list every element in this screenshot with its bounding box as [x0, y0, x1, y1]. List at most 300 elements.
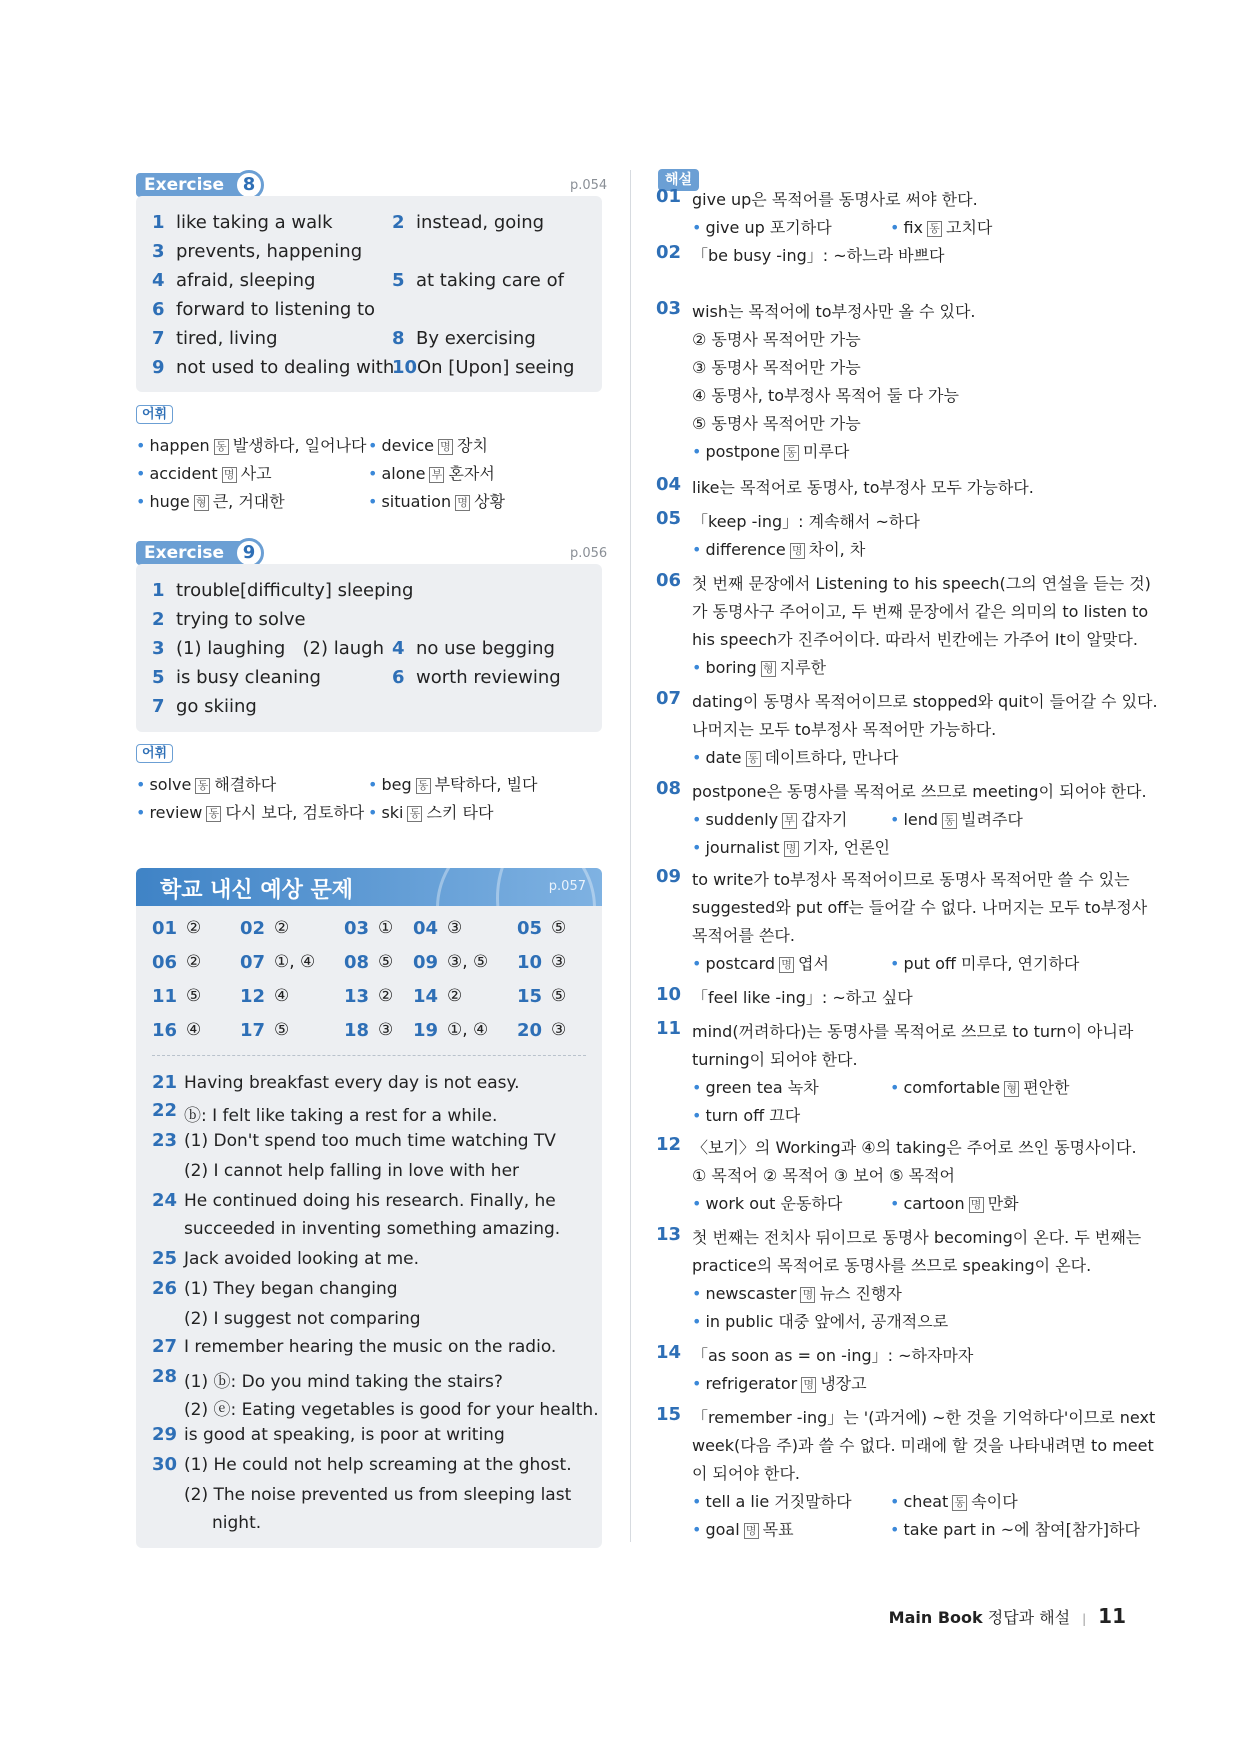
bullet-dot: • — [692, 218, 702, 237]
bullet-dot: • — [136, 492, 146, 511]
explanation-number: 14 — [656, 1342, 682, 1363]
vocab-word: comfortable — [903, 1078, 1001, 1097]
vocab-word: in public — [705, 1312, 774, 1331]
explanation-text: 〈보기〉의 Working과 ④의 taking은 주어로 쓰인 동명사이다. — [692, 1138, 1137, 1157]
long-answer-text: (2) I suggest not comparing — [184, 1309, 421, 1329]
question-number: 05 — [517, 918, 543, 939]
explanation-text: 「remember -ing」는 '(과거에) ~한 것을 기억하다'이므로 next — [692, 1408, 1156, 1427]
question-number: 29 — [152, 1424, 178, 1445]
vocab-meaning: 다시 보다, 검토하다 — [225, 803, 365, 822]
vocab-meaning: ~에 참여[참가]하다 — [1000, 1520, 1140, 1539]
explanation-number: 04 — [656, 474, 682, 495]
explanation-text: ① 목적어 ② 목적어 ③ 보어 ⑤ 목적어 — [692, 1166, 955, 1185]
answer-text: trying to solve — [176, 609, 306, 630]
explanation-text: 이 되어야 한다. — [692, 1464, 800, 1483]
explanation-text: suggested와 put off는 들어갈 수 없다. 나머지는 모두 to부정사 — [692, 898, 1148, 917]
vocab-item — [136, 800, 364, 823]
vocab-meaning: 녹차 — [787, 1078, 819, 1097]
explanation-number: 07 — [656, 688, 682, 709]
explanation-number: 01 — [656, 186, 682, 207]
vocab-word: work out — [705, 1194, 776, 1213]
vocab-item — [136, 489, 285, 512]
question-number: 13 — [344, 986, 370, 1007]
vocab-item — [692, 1309, 948, 1332]
footer-separator: | — [1082, 1612, 1087, 1626]
part-of-speech-badge: 명 — [455, 495, 470, 511]
explanation-text: ③ 동명사 목적어만 가능 — [692, 358, 861, 377]
bullet-dot: • — [692, 748, 702, 767]
part-of-speech-badge: 명 — [222, 467, 237, 483]
page-reference: p.057 — [548, 879, 586, 894]
question-number: 14 — [413, 986, 439, 1007]
vocab-item — [692, 807, 848, 830]
vocab-word: solve — [149, 775, 192, 794]
explanation-number: 06 — [656, 570, 682, 591]
bullet-dot: • — [368, 803, 378, 822]
bullet-dot: • — [368, 436, 378, 455]
page-reference: p.054 — [570, 178, 608, 193]
explanation-tag: 해설 — [658, 169, 699, 191]
answer-text: forward to listening to — [176, 299, 376, 320]
vocab-meaning: 스키 타다 — [426, 803, 494, 822]
vocab-item — [136, 772, 276, 795]
answer-text: go skiing — [176, 696, 257, 717]
explanation-text: 목적어를 쓴다. — [692, 926, 795, 945]
long-answer-text: (2) The noise prevented us from sleeping last — [184, 1485, 572, 1505]
vocab-word: ski — [381, 803, 404, 822]
exercise-number: 8 — [234, 170, 264, 200]
explanation-text: give up은 목적어를 동명사로 써야 한다. — [692, 190, 978, 209]
long-answer-text: (1) He could not help screaming at the ghost. — [184, 1455, 572, 1475]
part-of-speech-badge: 동 — [942, 813, 957, 829]
question-answer: ④ — [186, 1020, 202, 1040]
vocab-meaning: 차이, 차 — [808, 540, 866, 559]
explanation-text: postpone은 동명사를 목적어로 쓰므로 meeting이 되어야 한다. — [692, 782, 1147, 801]
answer-number: 5 — [392, 270, 405, 291]
vocab-meaning: 뉴스 진행자 — [819, 1284, 902, 1303]
explanation-text: ⑤ 동명사 목적어만 가능 — [692, 414, 861, 433]
vocab-word: alone — [381, 464, 426, 483]
question-answer: ③ — [447, 918, 463, 938]
part-of-speech-badge: 명 — [969, 1197, 984, 1213]
vocab-item — [890, 951, 1079, 974]
vocab-item — [368, 800, 493, 823]
question-answer: ④ — [274, 986, 290, 1006]
question-number: 21 — [152, 1072, 178, 1093]
question-answer: ① — [378, 918, 394, 938]
question-number: 25 — [152, 1248, 178, 1269]
footer-book: Main Book — [888, 1608, 983, 1627]
answer-text: tired, living — [176, 328, 278, 349]
question-number: 27 — [152, 1336, 178, 1357]
question-number: 30 — [152, 1454, 178, 1475]
question-answer: ③ — [551, 1020, 567, 1040]
question-answer: ①, ④ — [274, 952, 316, 972]
vocab-meaning: 갑자기 — [801, 810, 848, 829]
explanation-text: 나머지는 모두 to부정사 목적어만 가능하다. — [692, 720, 997, 739]
exercise-9-tag — [136, 541, 256, 565]
explanation-number: 13 — [656, 1224, 682, 1245]
vocab-item — [136, 433, 367, 456]
bullet-dot: • — [692, 1284, 702, 1303]
answer-text: not used to dealing with — [176, 357, 395, 378]
vocab-word: goal — [705, 1520, 740, 1539]
question-number: 09 — [413, 952, 439, 973]
vocab-meaning: 지루한 — [779, 658, 827, 677]
vocab-item — [692, 1517, 794, 1540]
bullet-dot: • — [692, 540, 702, 559]
part-of-speech-badge: 형 — [194, 495, 209, 511]
vocab-meaning: 냉장고 — [820, 1374, 867, 1393]
answer-number: 2 — [152, 609, 165, 630]
part-of-speech-badge: 동 — [746, 751, 761, 767]
explanation-text: to write가 to부정사 목적어이므로 동명사 목적어만 쓸 수 있는 — [692, 870, 1130, 889]
question-answer: ② — [274, 918, 290, 938]
question-answer: ② — [378, 986, 394, 1006]
vocab-word: accident — [149, 464, 218, 483]
vocab-item — [692, 655, 826, 678]
question-number: 16 — [152, 1020, 178, 1041]
question-number: 12 — [240, 986, 266, 1007]
explanation-text: week(다음 주)과 쓸 수 없다. 미래에 할 것을 나타내려면 to meet — [692, 1436, 1154, 1455]
answer-number: 8 — [392, 328, 405, 349]
explanation-number: 15 — [656, 1404, 682, 1425]
part-of-speech-badge: 명 — [779, 957, 794, 973]
vocab-word: difference — [705, 540, 786, 559]
explanation-number: 05 — [656, 508, 682, 529]
vocab-item — [890, 215, 992, 238]
answer-number: 10 — [392, 357, 418, 378]
exercise-label: Exercise — [136, 173, 250, 197]
vocab-meaning: 빌려주다 — [961, 810, 1023, 829]
question-number: 24 — [152, 1190, 178, 1211]
question-number: 15 — [517, 986, 543, 1007]
explanation-text: turning이 되어야 한다. — [692, 1050, 858, 1069]
part-of-speech-badge: 동 — [927, 221, 942, 237]
vocab-item — [692, 439, 849, 462]
vocab-meaning: 데이트하다, 만나다 — [764, 748, 899, 767]
question-number: 28 — [152, 1366, 178, 1387]
bullet-dot: • — [692, 810, 702, 829]
explanation-text: 가 동명사구 주어이고, 두 번째 문장에서 같은 의미의 to listen to — [692, 602, 1149, 621]
answer-text: afraid, sleeping — [176, 270, 316, 291]
explanation-number: 08 — [656, 778, 682, 799]
question-answer: ② — [447, 986, 463, 1006]
vocab-item — [136, 461, 272, 484]
explanation-text: ④ 동명사, to부정사 목적어 둘 다 가능 — [692, 386, 959, 405]
vocab-meaning: 편안한 — [1023, 1078, 1070, 1097]
long-answer-text: (2) I cannot help falling in love with her — [184, 1161, 520, 1181]
vocab-word: date — [705, 748, 742, 767]
question-number: 06 — [152, 952, 178, 973]
bullet-dot: • — [692, 1520, 702, 1539]
vocab-item — [890, 1489, 1018, 1512]
vocab-item — [368, 433, 488, 456]
explanation-text: ② 동명사 목적어만 가능 — [692, 330, 861, 349]
vocab-meaning: 부탁하다, 빌다 — [434, 775, 538, 794]
exercise-number: 9 — [234, 538, 264, 568]
answer-text: like taking a walk — [176, 212, 333, 233]
long-answer-text: (1) ⓑ: Do you mind taking the stairs? — [184, 1372, 503, 1392]
vocab-word: fix — [903, 218, 923, 237]
bullet-dot: • — [692, 838, 702, 857]
bullet-dot: • — [136, 464, 146, 483]
vocab-meaning: 엽서 — [798, 954, 829, 973]
question-answer: ⑤ — [274, 1020, 290, 1040]
vocab-meaning: 사고 — [240, 464, 272, 483]
question-number: 04 — [413, 918, 439, 939]
bullet-dot: • — [692, 442, 702, 461]
explanation-text: wish는 목적어에 to부정사만 올 수 있다. — [692, 302, 976, 321]
vocab-meaning: 포기하다 — [769, 218, 832, 237]
explanation-text: dating이 동명사 목적어이므로 stopped와 quit이 들어갈 수 있다. — [692, 692, 1158, 711]
explanation-text: his speech가 진주어이다. 따라서 빈칸에는 가주어 It이 알맞다. — [692, 630, 1138, 649]
answer-number: 4 — [152, 270, 165, 291]
vocab-meaning: 만화 — [987, 1194, 1019, 1213]
bullet-dot: • — [692, 1312, 702, 1331]
vocab-meaning: 혼자서 — [448, 464, 495, 483]
vocab-meaning: 큰, 거대한 — [212, 492, 285, 511]
explanation-number: 10 — [656, 984, 682, 1005]
part-of-speech-badge: 동 — [206, 806, 221, 822]
question-answer: ③, ⑤ — [447, 952, 489, 972]
vocab-item — [692, 537, 865, 560]
vocab-item — [368, 461, 495, 484]
vocab-word: lend — [903, 810, 939, 829]
question-answer: ⑤ — [186, 986, 202, 1006]
vocab-word: postcard — [705, 954, 776, 973]
bullet-dot: • — [890, 954, 900, 973]
page-number: 11 — [1098, 1604, 1126, 1628]
part-of-speech-badge: 명 — [438, 439, 453, 455]
vocab-item — [692, 835, 890, 858]
vocab-word: review — [149, 803, 203, 822]
bullet-dot: • — [136, 803, 146, 822]
part-of-speech-badge: 동 — [784, 445, 799, 461]
answer-text: instead, going — [416, 212, 545, 233]
explanation-number: 02 — [656, 242, 682, 263]
vocab-word: take part in — [903, 1520, 996, 1539]
explanation-number: 11 — [656, 1018, 682, 1039]
question-number: 08 — [344, 952, 370, 973]
question-answer: ③ — [378, 1020, 394, 1040]
explanation-text: 「as soon as = on -ing」: ~하자마자 — [692, 1346, 974, 1365]
explanation-number: 09 — [656, 866, 682, 887]
question-number: 17 — [240, 1020, 266, 1041]
bullet-dot: • — [692, 1492, 702, 1511]
question-number: 18 — [344, 1020, 370, 1041]
bullet-dot: • — [136, 436, 146, 455]
bullet-dot: • — [692, 954, 702, 973]
vocab-item — [692, 215, 832, 238]
long-answer-text: ⓑ: I felt like taking a rest for a while. — [184, 1106, 498, 1126]
bullet-dot: • — [692, 658, 702, 677]
vocab-item — [692, 745, 898, 768]
vocab-item — [368, 772, 538, 795]
bullet-dot: • — [692, 1078, 702, 1097]
vocab-word: boring — [705, 658, 757, 677]
vocab-word: journalist — [705, 838, 780, 857]
vocab-item — [368, 489, 505, 512]
part-of-speech-badge: 명 — [801, 1377, 816, 1393]
explanation-text: 「feel like -ing」: ~하고 싶다 — [692, 988, 913, 1007]
question-number: 02 — [240, 918, 266, 939]
part-of-speech-badge: 형 — [761, 661, 776, 677]
bullet-dot: • — [368, 464, 378, 483]
long-answer-text: night. — [212, 1513, 262, 1533]
answer-text: no use begging — [416, 638, 555, 659]
bullet-dot: • — [890, 1520, 900, 1539]
vocab-item — [890, 1191, 1019, 1214]
exercise-8-tag — [136, 173, 256, 197]
part-of-speech-badge: 부 — [429, 467, 444, 483]
school-exam-title — [160, 873, 353, 904]
vocab-meaning: 거짓말하다 — [774, 1492, 852, 1511]
answer-number: 6 — [152, 299, 165, 320]
vocab-meaning: 미루다, 연기하다 — [961, 954, 1080, 973]
answer-text: trouble[difficulty] sleeping — [176, 580, 414, 601]
vocab-item — [890, 1517, 1140, 1540]
explanation-text: like는 목적어로 동명사, to부정사 모두 가능하다. — [692, 478, 1034, 497]
vocab-word: put off — [903, 954, 956, 973]
answer-number: 6 — [392, 667, 405, 688]
vocab-meaning: 발생하다, 일어나다 — [232, 436, 367, 455]
vocab-word: newscaster — [705, 1284, 797, 1303]
bullet-dot: • — [692, 1374, 702, 1393]
vocab-word: beg — [381, 775, 412, 794]
bullet-dot: • — [890, 1194, 900, 1213]
question-answer: ② — [186, 952, 202, 972]
vocab-word: device — [381, 436, 434, 455]
bullet-dot: • — [368, 492, 378, 511]
question-answer: ② — [186, 918, 202, 938]
part-of-speech-badge: 명 — [800, 1287, 815, 1303]
long-answer-text: (1) They began changing — [184, 1279, 398, 1299]
vocab-word: cheat — [903, 1492, 949, 1511]
answer-text: prevents, happening — [176, 241, 363, 262]
vocab-tag: 어휘 — [136, 744, 173, 763]
column-divider — [630, 170, 631, 1542]
answer-number: 2 — [392, 212, 405, 233]
vocab-meaning: 장치 — [457, 436, 488, 455]
part-of-speech-badge: 부 — [782, 813, 797, 829]
part-of-speech-badge: 형 — [1004, 1081, 1019, 1097]
vocab-word: give up — [705, 218, 765, 237]
part-of-speech-badge: 동 — [407, 806, 422, 822]
dashed-divider — [152, 1055, 586, 1056]
exercise-label: Exercise — [136, 541, 250, 565]
question-number: 22 — [152, 1100, 178, 1121]
bullet-dot: • — [692, 1106, 702, 1125]
vocab-meaning: 운동하다 — [780, 1194, 843, 1213]
vocab-meaning: 고치다 — [945, 218, 993, 237]
question-number: 26 — [152, 1278, 178, 1299]
answer-text: is busy cleaning — [176, 667, 321, 688]
vocab-item — [692, 1371, 867, 1394]
answer-number: 1 — [152, 580, 165, 601]
bullet-dot: • — [136, 775, 146, 794]
vocab-meaning: 상황 — [474, 492, 506, 511]
question-answer: ⑤ — [378, 952, 394, 972]
vocab-item — [692, 951, 829, 974]
question-number: 23 — [152, 1130, 178, 1151]
answer-text: On [Upon] seeing — [417, 357, 575, 378]
long-answer-text: Having breakfast every day is not easy. — [184, 1073, 520, 1093]
question-number: 20 — [517, 1020, 543, 1041]
vocab-word: suddenly — [705, 810, 779, 829]
question-number: 07 — [240, 952, 266, 973]
bullet-dot: • — [890, 218, 900, 237]
part-of-speech-badge: 명 — [784, 841, 799, 857]
answer-number: 5 — [152, 667, 165, 688]
explanation-text: mind(꺼려하다)는 동명사를 목적어로 쓰므로 to turn이 아니라 — [692, 1022, 1134, 1041]
explanation-text: 첫 번째는 전치사 뒤이므로 동명사 becoming이 온다. 두 번째는 — [692, 1228, 1142, 1247]
explanation-text: 「be busy -ing」: ~하느라 바쁘다 — [692, 246, 945, 265]
part-of-speech-badge: 동 — [214, 439, 229, 455]
bullet-dot: • — [890, 1078, 900, 1097]
vocab-tag: 어휘 — [136, 405, 173, 424]
question-answer: ⑤ — [551, 986, 567, 1006]
bullet-dot: • — [890, 810, 900, 829]
question-answer: ③ — [551, 952, 567, 972]
question-number: 19 — [413, 1020, 439, 1041]
long-answer-text: is good at speaking, is poor at writing — [184, 1425, 505, 1445]
answer-number: 3 — [152, 241, 165, 262]
vocab-word: postpone — [705, 442, 780, 461]
vocab-meaning: 대중 앞에서, 공개적으로 — [778, 1312, 949, 1331]
answer-text: at taking care of — [416, 270, 564, 291]
question-number: 11 — [152, 986, 178, 1007]
vocab-item — [692, 1191, 842, 1214]
long-answer-text: succeeded in inventing something amazing. — [184, 1219, 561, 1239]
page-footer — [889, 1604, 1126, 1628]
answer-number: 3 — [152, 638, 165, 659]
explanation-number: 12 — [656, 1134, 682, 1155]
vocab-word: situation — [381, 492, 452, 511]
answer-number: 9 — [152, 357, 165, 378]
part-of-speech-badge: 동 — [195, 778, 210, 794]
explanation-text: 「keep -ing」: 계속해서 ~하다 — [692, 512, 920, 531]
title-part-b: 예상 문제 — [260, 878, 354, 903]
vocab-item — [692, 1103, 800, 1126]
question-answer: ⑤ — [551, 918, 567, 938]
question-number: 03 — [344, 918, 370, 939]
vocab-word: cartoon — [903, 1194, 965, 1213]
vocab-word: green tea — [705, 1078, 783, 1097]
vocab-word: tell a lie — [705, 1492, 770, 1511]
vocab-word: happen — [149, 436, 210, 455]
vocab-item — [890, 1075, 1070, 1098]
explanation-text: 첫 번째 문장에서 Listening to his speech(그의 연설을 듣는 것) — [692, 574, 1151, 593]
long-answer-text: Jack avoided looking at me. — [184, 1249, 420, 1269]
long-answer-text: He continued doing his research. Finally, he — [184, 1191, 556, 1211]
answer-number: 7 — [152, 328, 165, 349]
vocab-item — [692, 1281, 902, 1304]
answer-number: 4 — [392, 638, 405, 659]
question-number: 01 — [152, 918, 178, 939]
long-answer-text: I remember hearing the music on the radio. — [184, 1337, 557, 1357]
answer-number: 1 — [152, 212, 165, 233]
part-of-speech-badge: 명 — [790, 543, 805, 559]
long-answer-text: (2) ⓔ: Eating vegetables is good for your health. — [184, 1400, 599, 1420]
question-number: 10 — [517, 952, 543, 973]
title-part-a: 학교 내신 — [160, 878, 253, 903]
answer-text: By exercising — [416, 328, 536, 349]
footer-sub: 정답과 해설 — [987, 1608, 1071, 1627]
vocab-word: huge — [149, 492, 190, 511]
vocab-meaning: 해결하다 — [214, 775, 277, 794]
explanation-text: practice의 목적어로 동명사를 쓰므로 speaking이 온다. — [692, 1256, 1092, 1275]
